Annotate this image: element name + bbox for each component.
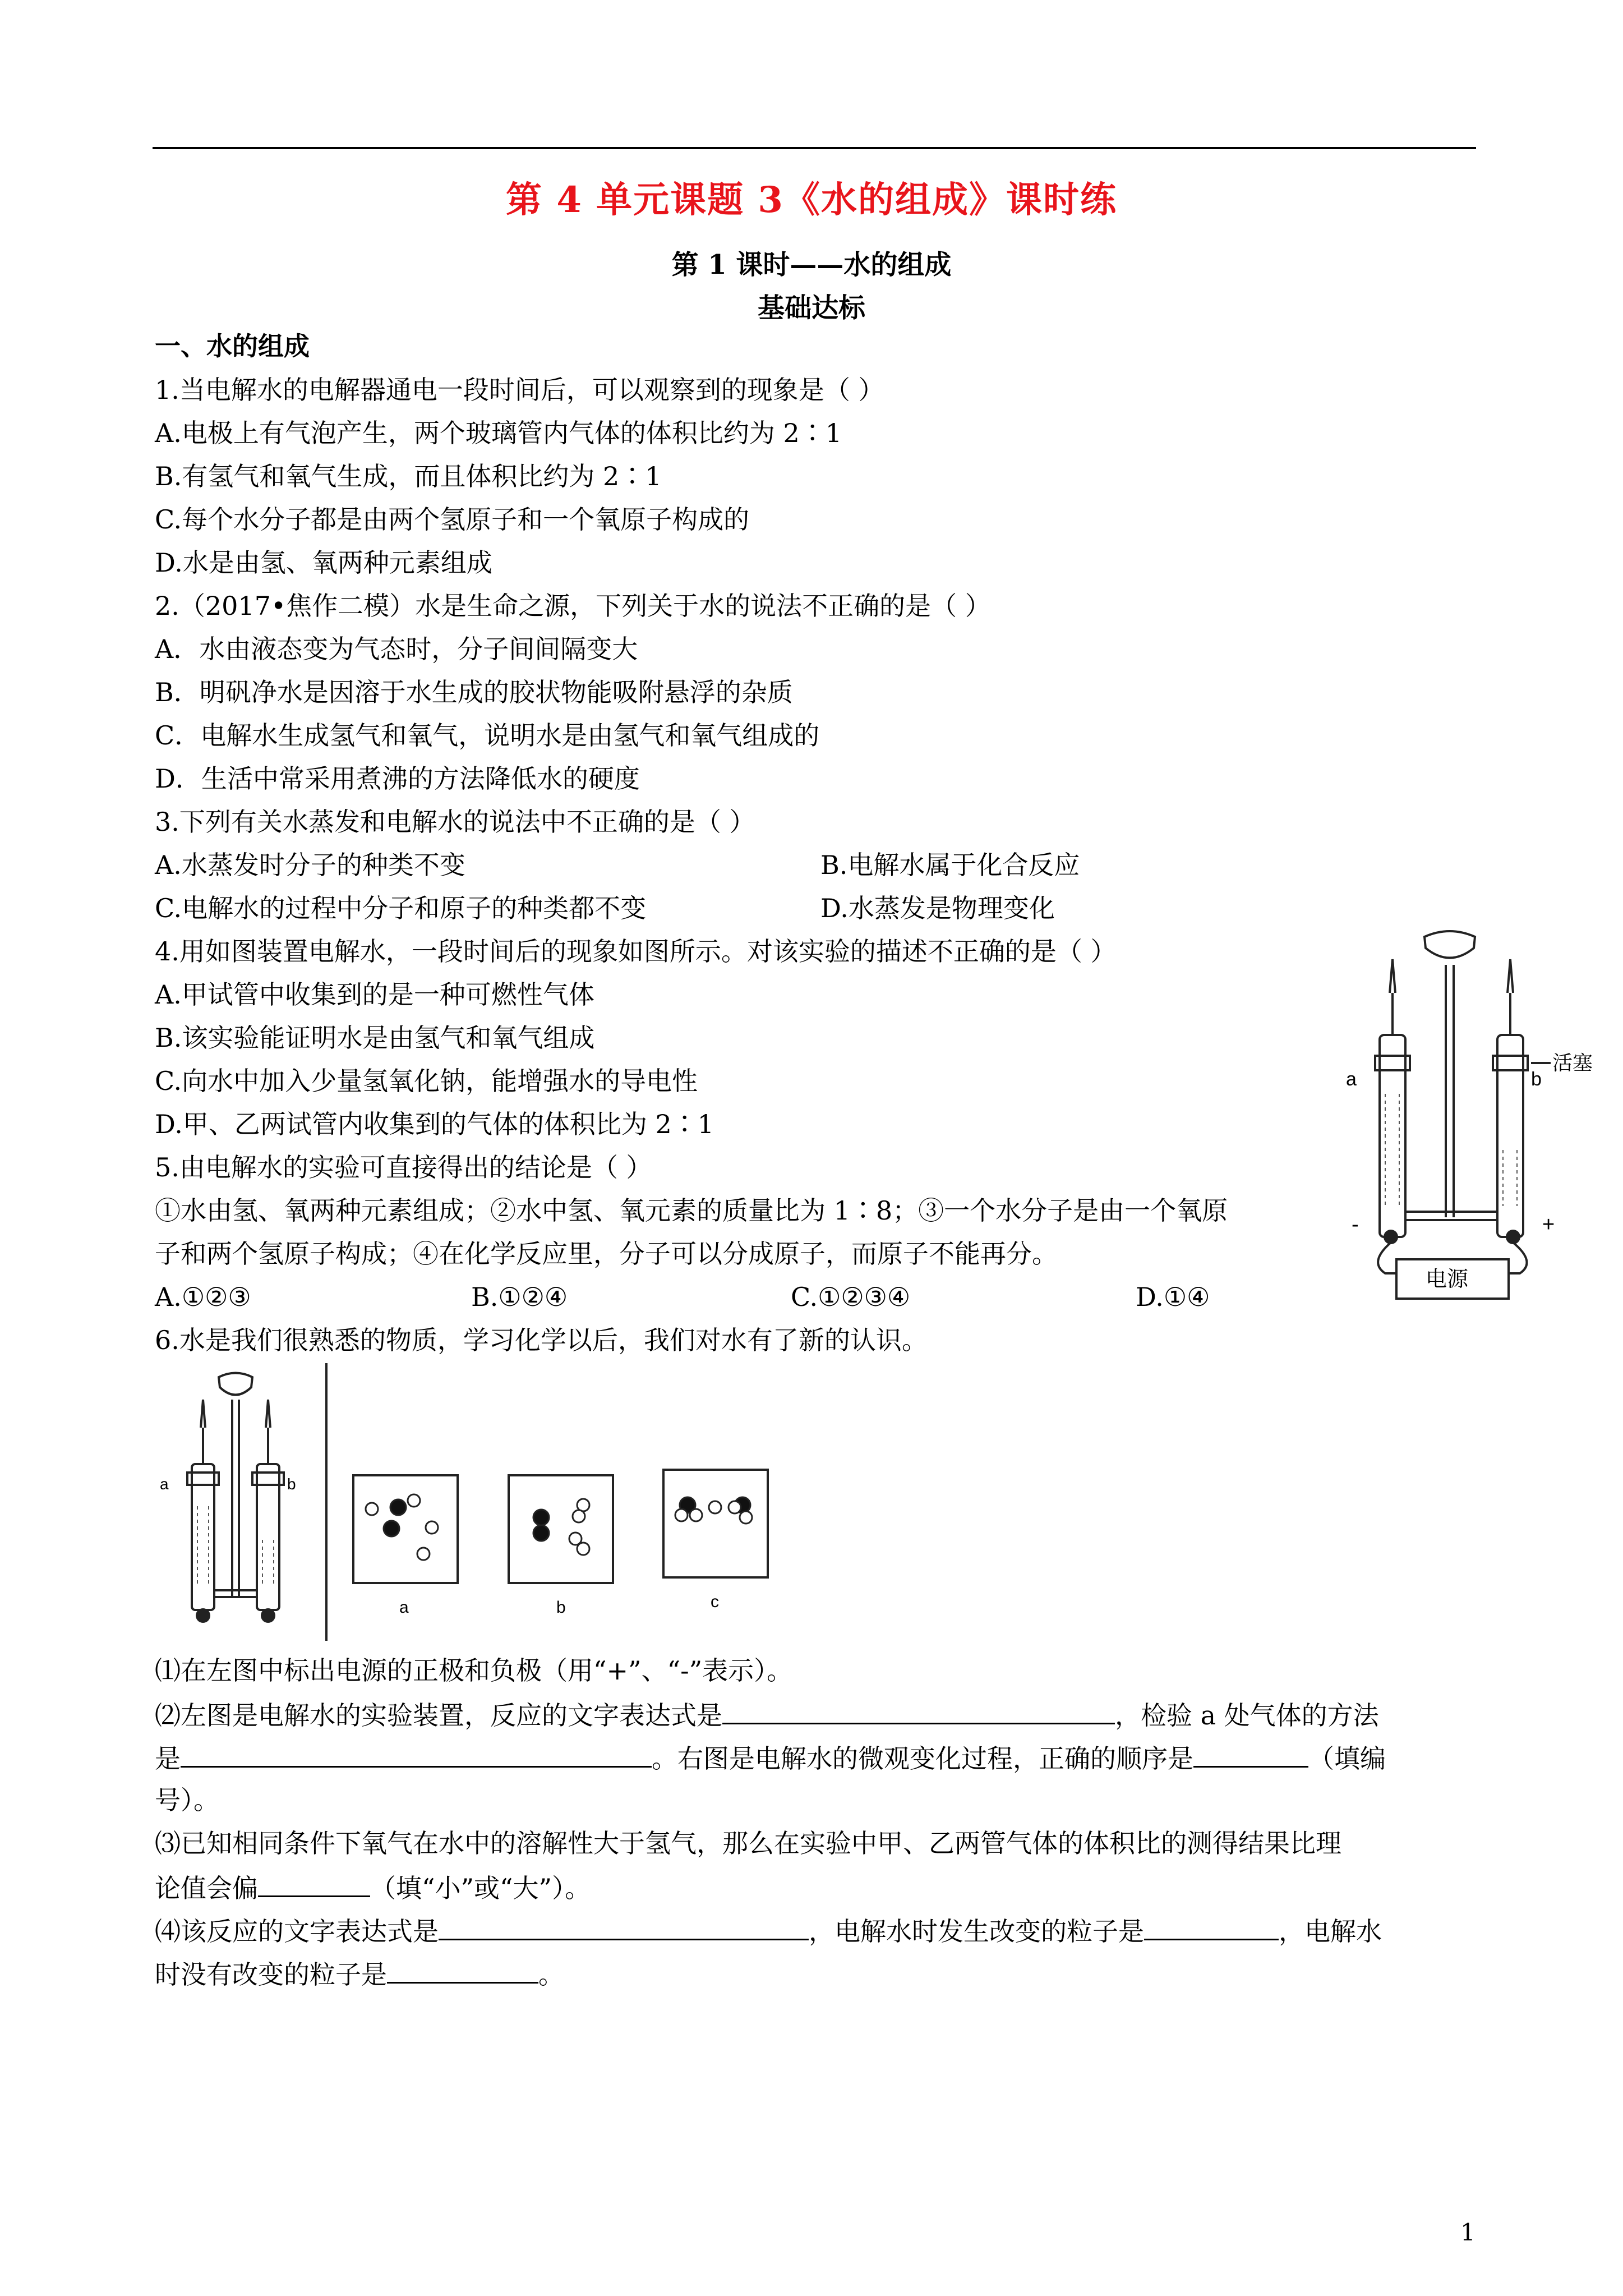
q3-option-a: A.水蒸发时分子的种类不变 bbox=[155, 850, 465, 880]
q6-part2-line3: 号）。 bbox=[155, 1785, 219, 1815]
q1-stem: 1.当电解水的电解器通电一段时间后，可以观察到的现象是（ ） bbox=[155, 375, 884, 405]
q5-option-c: C.①②③④ bbox=[791, 1282, 911, 1312]
q6-blank-changed-particle[interactable] bbox=[1144, 1913, 1279, 1940]
q6-part4-text-e: 。 bbox=[538, 1959, 564, 1990]
q5-stem: 5.由电解水的实验可直接得出的结论是（ ） bbox=[155, 1152, 652, 1182]
q6-part2-text-d: 。右图是电解水的微观变化过程，正确的顺序是 bbox=[652, 1743, 1193, 1774]
q2-stem: 2.（2017•焦作二模）水是生命之源，下列关于水的说法不正确的是（ ） bbox=[155, 591, 991, 621]
q5-statements-line2: 子和两个氢原子构成；④在化学反应里，分子可以分成原子，而原子不能再分。 bbox=[155, 1239, 1058, 1269]
q5-option-d: D.①④ bbox=[1136, 1282, 1210, 1312]
q6-part2-line2 bbox=[155, 1740, 1386, 1775]
q6-part4-line2 bbox=[155, 1956, 564, 1991]
document-title: 第 4 单元课题 3《水的组成》课时练 bbox=[506, 179, 1117, 221]
q4-option-c: C.向水中加入少量氢氧化钠，能增强水的导电性 bbox=[155, 1066, 698, 1096]
q6-part2-text-a: ⑵左图是电解水的实验装置，反应的文字表达式是 bbox=[155, 1700, 722, 1731]
q2-option-a: A．水由液态变为气态时，分子间间隔变大 bbox=[155, 634, 638, 664]
electrolysis-micro-figure bbox=[157, 1360, 802, 1652]
q4-option-a: A.甲试管中收集到的是一种可燃性气体 bbox=[155, 979, 594, 1010]
q4-option-b: B.该实验能证明水是由氢气和氧气组成 bbox=[155, 1023, 595, 1053]
q5-option-b: B.①②④ bbox=[471, 1282, 568, 1312]
q6-part4-line1 bbox=[155, 1913, 1382, 1948]
q4-option-d: D.甲、乙两试管内收集到的气体的体积比为 2∶1 bbox=[155, 1109, 714, 1139]
fig1-plus-sign: + bbox=[1542, 1213, 1555, 1236]
q2-option-b: B．明矾净水是因溶于水生成的胶状物能吸附悬浮的杂质 bbox=[155, 677, 793, 707]
q4-stem: 4.用如图装置电解水，一段时间后的现象如图所示。对该实验的描述不正确的是（ ） bbox=[155, 936, 1117, 967]
q6-part3-text-b: 论值会偏 bbox=[155, 1873, 258, 1903]
page-number: 1 bbox=[1460, 2219, 1476, 2246]
header-rule bbox=[153, 147, 1476, 149]
fig2-box-c-label: c bbox=[711, 1593, 719, 1611]
q2-option-d: D．生活中常采用煮沸的方法降低水的硬度 bbox=[155, 763, 640, 794]
q6-blank-test-method[interactable] bbox=[181, 1740, 652, 1768]
electrolysis-apparatus-figure bbox=[1335, 926, 1593, 1307]
q6-blank-equation-2[interactable] bbox=[439, 1913, 809, 1940]
q6-part4-text-c: ，电解水 bbox=[1279, 1916, 1382, 1947]
q1-option-a: A.电极上有气泡产生，两个玻璃管内气体的体积比约为 2∶1 bbox=[155, 418, 842, 448]
q6-part2-text-c: 是 bbox=[155, 1743, 181, 1774]
q1-option-d: D.水是由氢、氧两种元素组成 bbox=[155, 547, 492, 578]
fig2-box-b-label: b bbox=[556, 1598, 566, 1617]
q6-part4-text-d: 时没有改变的粒子是 bbox=[155, 1959, 387, 1990]
level-subtitle: 基础达标 bbox=[757, 292, 865, 324]
q6-part1: ⑴在左图中标出电源的正极和负极（用“+”、“-”表示）。 bbox=[155, 1655, 793, 1686]
q2-option-c: C．电解水生成氢气和氧气，说明水是由氢气和氧气组成的 bbox=[155, 720, 820, 751]
q6-part2-text-e: （填编 bbox=[1308, 1743, 1386, 1774]
q1-option-c: C.每个水分子都是由两个氢原子和一个氧原子构成的 bbox=[155, 504, 750, 535]
q6-blank-equation-1[interactable] bbox=[722, 1697, 1115, 1724]
fig1-power-label: 电源 bbox=[1426, 1268, 1469, 1291]
fig1-label-a: a bbox=[1346, 1069, 1357, 1090]
fig2-label-a: a bbox=[160, 1475, 169, 1493]
q3-option-d: D.水蒸发是物理变化 bbox=[820, 893, 1055, 923]
q6-part2-text-b: ，检验 a 处气体的方法 bbox=[1115, 1700, 1379, 1731]
q3-stem: 3.下列有关水蒸发和电解水的说法中不正确的是（ ） bbox=[155, 807, 755, 837]
q6-blank-unchanged-particle[interactable] bbox=[387, 1956, 538, 1984]
fig2-box-a-label: a bbox=[399, 1598, 409, 1617]
q5-option-a: A.①②③ bbox=[155, 1282, 251, 1312]
q6-part3-line1: ⑶已知相同条件下氧气在水中的溶解性大于氢气，那么在实验中甲、乙两管气体的体积比的测得结果比理 bbox=[155, 1828, 1341, 1858]
fig1-label-b: b bbox=[1531, 1069, 1542, 1090]
q5-statements-line1: ①水由氢、氧两种元素组成；②水中氢、氧元素的质量比为 1∶8；③一个水分子是由一个氧原 bbox=[155, 1195, 1228, 1226]
fig1-valve-label: 活塞 bbox=[1552, 1051, 1593, 1074]
q6-part4-text-a: ⑷该反应的文字表达式是 bbox=[155, 1916, 439, 1947]
q6-part4-text-b: ，电解水时发生改变的粒子是 bbox=[809, 1916, 1144, 1947]
q3-option-c: C.电解水的过程中分子和原子的种类都不变 bbox=[155, 893, 647, 923]
q3-option-b: B.电解水属于化合反应 bbox=[820, 850, 1080, 880]
q6-blank-order[interactable] bbox=[1193, 1740, 1308, 1768]
q6-part3-line2 bbox=[155, 1870, 591, 1905]
fig2-label-b: b bbox=[287, 1475, 296, 1493]
fig1-minus-sign: - bbox=[1352, 1213, 1359, 1236]
q6-part2-line1 bbox=[155, 1697, 1379, 1732]
q6-stem: 6.水是我们很熟悉的物质，学习化学以后，我们对水有了新的认识。 bbox=[155, 1325, 928, 1355]
section-heading: 一、水的组成 bbox=[155, 331, 310, 361]
q6-blank-bias[interactable] bbox=[258, 1870, 370, 1897]
q1-option-b: B.有氢气和氧气生成，而且体积比约为 2∶1 bbox=[155, 461, 662, 491]
q6-part3-text-c: （填“小”或“大”）。 bbox=[370, 1873, 591, 1903]
lesson-subtitle: 第 1 课时——水的组成 bbox=[671, 249, 952, 280]
